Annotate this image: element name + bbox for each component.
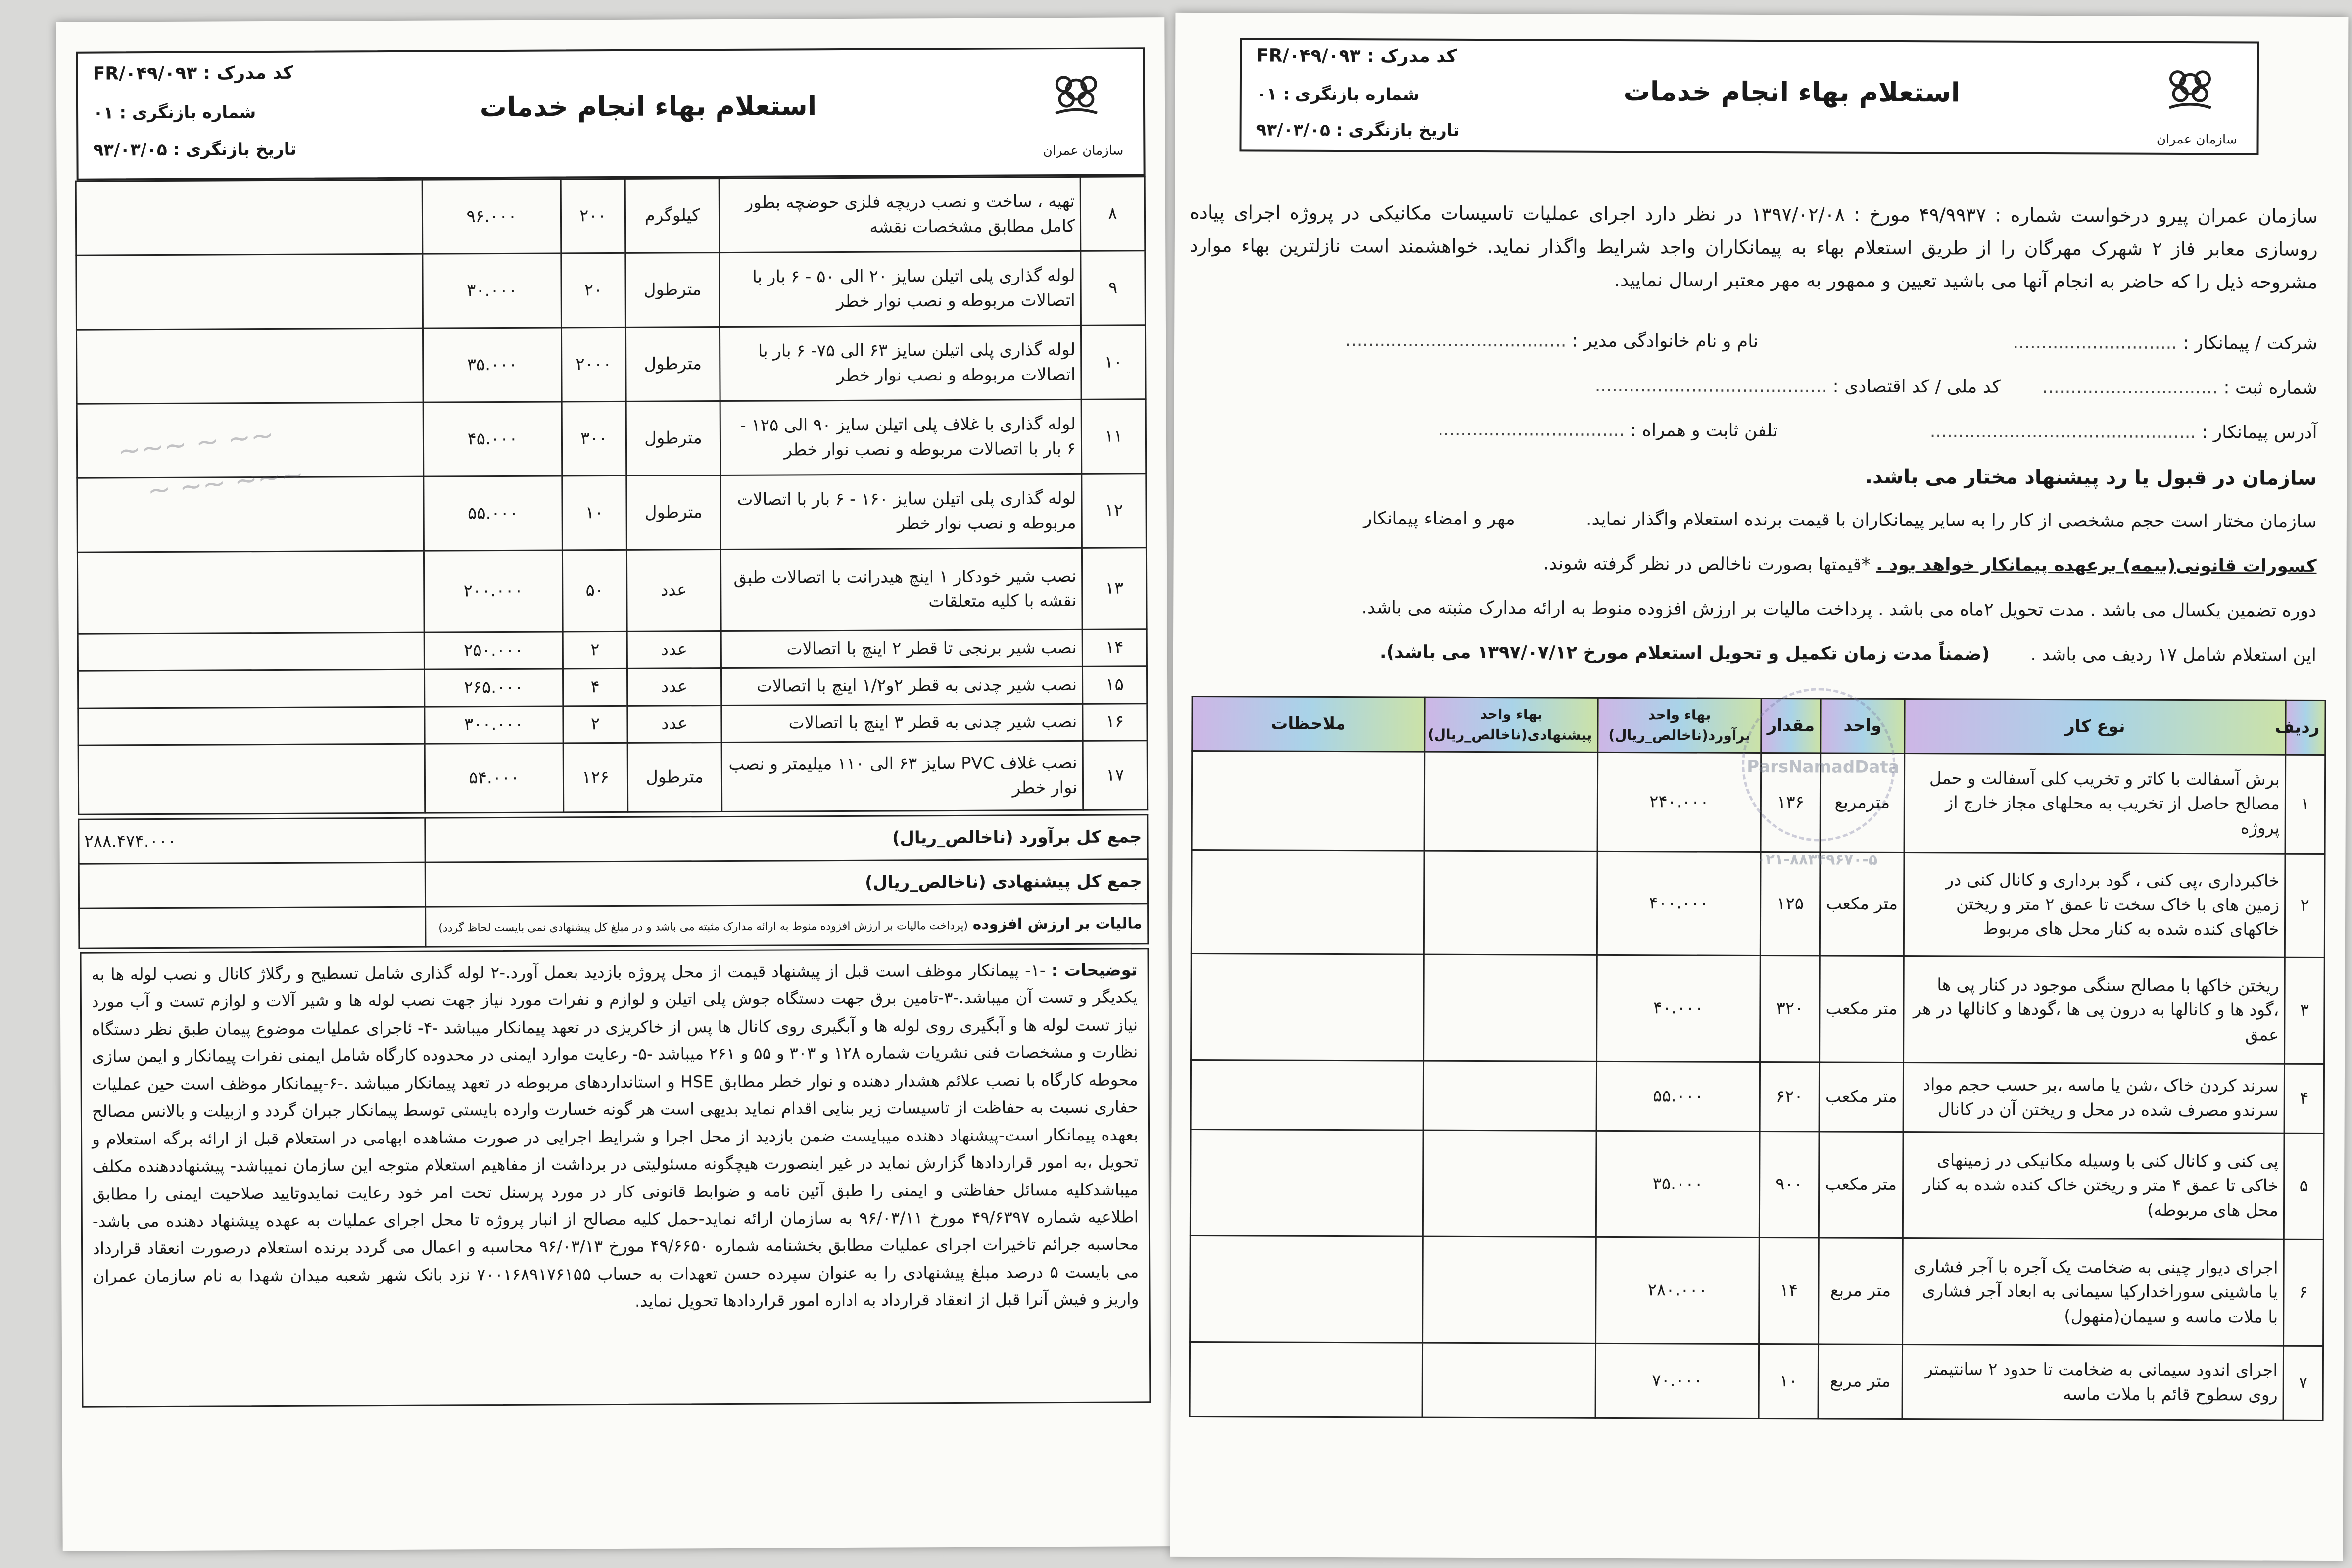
page-header (76, 47, 1146, 180)
item-remarks[interactable] (1191, 850, 1424, 954)
revision-number: شماره بازنگری : ۰۱ (93, 102, 256, 123)
company-label: شرکت / پیمانکار : (2183, 333, 2318, 354)
registration-label: شماره ثبت : (2223, 378, 2317, 398)
vat-note: (پرداخت مالیات بر ارزش افزوده منوط به ارائه مدارک مثبته می باشد و در مبلغ کل پیشنهادی نمی بایست لحاظ گردد) (438, 919, 968, 935)
item-estimate-price: ۵۵.۰۰۰ (1596, 1061, 1760, 1131)
item-estimate-price: ۵۵.۰۰۰ (424, 476, 563, 551)
table-row (76, 177, 1145, 255)
item-offer-price[interactable] (1422, 1343, 1596, 1418)
item-quantity: ۹۰۰ (1759, 1132, 1819, 1238)
row-number: ۳ (2285, 957, 2325, 1064)
item-description: لوله گذاری با غلاف پلی اتیلن سایز ۹۰ الی ۱۲۵ - ۶ بار با اتصالات مربوطه و نصب نوار خطر (720, 399, 1082, 475)
item-quantity: ۱۳۶ (1761, 753, 1821, 852)
item-unit: مترطول (627, 743, 722, 812)
deadline-note: (ضمناً مدت زمان تکمیل و تحویل استعلام مورخ ۱۳۹۷/۰۷/۱۲ می باشد). (1379, 642, 1990, 665)
total-offer-value[interactable] (79, 862, 425, 908)
form-title: استعلام بهاء انجام خدمات (1623, 76, 1961, 108)
row-number: ۶ (2284, 1239, 2324, 1346)
row-number: ۱۰ (1081, 325, 1146, 400)
table-row (78, 704, 1147, 745)
item-description: برش آسفالت با کاتر و تخریب کلی آسفالت و حمل مصالح حاصل از تخریب به محلهای مجاز خارج از پروژه (1904, 754, 2286, 854)
row-number: ۱۲ (1082, 474, 1147, 548)
contractor-seal: مهر و امضاء پیمانکار (1363, 508, 1515, 529)
item-unit: مترطول (625, 327, 720, 402)
revision-date: تاریخ بازنگری : ۹۳/۰۳/۰۵ (93, 139, 297, 160)
item-estimate-price: ۳۰۰.۰۰۰ (425, 706, 563, 744)
phone-label: تلفن ثابت و همراه : (1630, 420, 1778, 441)
item-offer-price[interactable] (1424, 752, 1598, 851)
item-description: پی کنی و کانال کنی با وسیله مکانیکی در زمینهای خاکی تا عمق ۴ متر و ریختن خاک کنده شده به کنار محل های مربوطه) (1903, 1132, 2284, 1240)
row-number: ۱۵ (1082, 666, 1147, 704)
item-unit: مترطول (625, 253, 720, 328)
item-offer-price[interactable] (1423, 1130, 1596, 1237)
item-estimate-price: ۴۰۰.۰۰۰ (1597, 851, 1761, 955)
address-label: آدرس پیمانکار : (2202, 422, 2317, 443)
item-unit: متر مربع (1819, 1238, 1903, 1345)
table-row (1190, 1342, 2323, 1420)
faint-handwriting-2: ~~~ ~~ ~ (145, 458, 306, 508)
item-estimate-price: ۲۰۰.۰۰۰ (424, 550, 563, 632)
notes-title: توضیحات : (1051, 960, 1138, 980)
table-row (76, 251, 1146, 330)
registration-field: شماره ثبت : ............................... (2042, 377, 2317, 398)
notes-section (80, 948, 1151, 1407)
item-description: اجرای اندود سیمانی به ضخامت تا حدود ۲ سانتیمتر روی سطوح قائم با ملات ماسه (1902, 1345, 2284, 1421)
row-number: ۹ (1081, 251, 1146, 326)
item-quantity: ۱۲۵ (1760, 852, 1820, 956)
faint-handwriting: ~~ ~ ~~~ (116, 419, 276, 468)
item-quantity: ۲۰ (561, 253, 626, 328)
item-unit: عدد (627, 706, 721, 743)
item-quantity: ۱۰ (562, 475, 627, 550)
item-quantity: ۲ (563, 631, 627, 669)
total-offer-label: جمع کل پیشنهادی (ناخالص_ریال) (425, 859, 1148, 907)
deductions-bold: کسورات قانونی(بیمه) برعهده پیمانکار خواهد بود . (1875, 554, 2317, 576)
item-remarks[interactable] (1190, 1235, 1423, 1343)
item-quantity: ۱۴ (1759, 1238, 1819, 1344)
row-number: ۲ (2285, 854, 2325, 957)
warranty-note: دوره تضمین یکسال می باشد . مدت تحویل ۲ماه می باشد . پرداخت مالیات بر ارزش افزوده منوط به ارائه مدارک مثبته می باشد. (1361, 597, 2317, 621)
item-quantity: ۳۲۰ (1760, 956, 1820, 1062)
item-quantity: ۱۰ (1759, 1344, 1819, 1419)
item-description: سرند کردن خاک ،شن یا ماسه ،بر حسب حجم مواد سرندو مصرف شده در محل و ریختن آن در کانال (1903, 1063, 2284, 1134)
watermark-phone: ۰۲۱-۸۸۳۴۹۶۷۰-۵ (1756, 851, 1878, 869)
item-offer-price[interactable] (1423, 1236, 1596, 1343)
page-header (1239, 38, 2259, 155)
table-row (1190, 1129, 2324, 1239)
item-quantity: ۱۲۶ (563, 743, 628, 812)
item-quantity: ۴ (563, 668, 627, 706)
table-row (78, 629, 1147, 671)
item-quantity: ۶۲۰ (1760, 1062, 1819, 1132)
item-description: نصب شیر برنجی تا قطر ۲ اینچ با اتصالات (721, 629, 1082, 668)
item-description: نصب شیر چدنی به قطر ۳ اینچ با اتصالات (721, 704, 1083, 742)
intro-paragraph: سازمان عمران پیرو درخواست شماره : ۴۹/۹۹۳۷ مورخ : ۱۳۹۷/۰۲/۰۸ در نظر دارد اجرای عملیات تاسیسات مکانیکی در پروژه اجرای پیاده روسازی معابر فاز ۲ شهرک مهرگان را از طریق استعلام بهاء به پیمانکاران واجد شرایط واگذار نماید. خواهشمند است نازلترین بهاء موارد مشروحه ذیل را که حاضر به انجام آنها می باشید تعیین و ممهور به مهر معتبر ارسال نمایید. (1189, 201, 2318, 293)
item-remarks[interactable] (1190, 1342, 1423, 1417)
item-estimate-price: ۲۵۰.۰۰۰ (424, 632, 563, 669)
organization-logo-icon (1039, 63, 1114, 133)
item-description: اجرای دیوار چینی به ضخامت یک آجره با آجر فشاری یا ماشینی سوراخدارکیا سیمانی به ابعاد آجر فشاری با ملات ماسه و سیمان(منهول) (1903, 1238, 2284, 1346)
item-estimate-price: ۷۰.۰۰۰ (1595, 1343, 1759, 1418)
item-offer-price[interactable] (78, 632, 424, 671)
item-unit: عدد (626, 550, 721, 632)
table-row (77, 548, 1147, 634)
item-description: لوله گذاری پلی اتیلن سایز ۲۰ الی ۵۰ - ۶ بار با اتصالات مربوطه و نصب نوار خطر (720, 251, 1081, 327)
row-number: ۸ (1080, 177, 1145, 251)
item-unit: متر مکعب (1819, 1132, 1903, 1238)
item-description: لوله گذاری پلی اتیلن سایز ۱۶۰ - ۶ بار با اتصالات مربوطه و نصب نوار خطر (720, 474, 1082, 549)
item-remarks[interactable] (1191, 1060, 1423, 1130)
item-estimate-price: ۴۰.۰۰۰ (1597, 955, 1761, 1062)
total-estimate-value: ۲۸۸.۴۷۴.۰۰۰ (79, 818, 425, 864)
item-offer-price[interactable] (1423, 1061, 1596, 1131)
row-number: ۴ (2284, 1064, 2324, 1133)
item-offer-price[interactable] (76, 328, 423, 404)
col-remarks: ملاحظات (1192, 696, 1425, 752)
org-name: سازمان عمران (2156, 132, 2237, 147)
table-row (1190, 1235, 2324, 1346)
page-two (56, 17, 1171, 1551)
national-code-field: کد ملی / کد اقتصادی : ......................................... (1594, 375, 2001, 397)
deductions-rest: *قیمتها بصورت ناخالص در نظر گرفته شوند. (1543, 553, 1871, 575)
item-quantity: ۳۰۰ (562, 401, 626, 476)
vat-value[interactable] (79, 907, 426, 948)
row-number: ۱۴ (1082, 629, 1147, 667)
item-quantity: ۲۰۰ (561, 179, 625, 253)
item-description: نصب شیر چدنی به قطر ۲و۱/۲ اینچ با اتصالات (721, 666, 1082, 705)
item-remarks[interactable] (1191, 953, 1424, 1061)
organization-logo-icon (2153, 58, 2227, 128)
item-quantity: ۲۰۰۰ (561, 327, 626, 402)
manager-label: نام و نام خانوادگی مدیر : (1572, 331, 1759, 352)
org-name: سازمان عمران (1043, 143, 1124, 159)
item-estimate-price: ۳۵.۰۰۰ (1596, 1131, 1760, 1237)
item-estimate-price: ۲۴۰.۰۰۰ (1597, 752, 1761, 852)
item-description: خاکبرداری ،پی کنی ، گود برداری و کانال کنی در زمین های با خاک سخت تا عمق ۲ متر و ریختن خاکهای کنده شده به کنار محل های مربوط (1904, 853, 2285, 958)
item-unit: مترطول (626, 401, 720, 476)
item-offer-price[interactable] (78, 707, 425, 745)
totals-table (78, 814, 1149, 949)
notes-text: -۱- پیمانکار موظف است قبل از پیشنهاد قیمت از محل پروژه بازدید بعمل آورد.-۲ لوله گذاری شامل تسطیح و رگلاژ کانال و نصب لوله ها به یکدیگر و تست آن میباشد.-۳-تامین برق جهت دستگاه جوش پلی اتیلن و لوازم و نفرات مورد نیاز جهت نصب لوله ها و شیر آلات و لوازم تست و آب مورد نیاز تست لوله ها و آبگیری روی لوله ها و آبگیری روی کانال ها پس از خاکریزی در تعهد پیمانکار میباشد -۴- ئاجرای عملیات موضوع پیمان طبق نظر دستگاه نظارت و مشخصات فنی نشریات شماره ۱۲۸ و ۳۰۳ و ۵۵ و ۲۶۱ میباشد -۵- رعایت موارد ایمنی در محدوده کارگاه شامل ایمنی نفرات پیمانکار و ایمن سازی محوطه کارگاه با نصب علائم هشدار دهنده و نوار خطر مطابق HSE و استانداردهای مربوطه در تعهد پیمانکار میباشد .-۶-پیمانکار موظف است حین عملیات حفاری نسبت به حفاظت از تاسیسات زیر بنایی اقدام نماید بدیهی است هر گونه خسارت وارده بایستی توسط پیمانکار جبران گردد و ازبیلت و بالانس مصالح بعهده پیمانکار است-پیشنهاد دهنده میبایست ضمن بازدید از محل اجرا و شرایط اجرایی در صورت مشاهده ابهامی در استعلام قبل از ارائه برگه استعلام و تحویل ،به امور قراردادها گزارش نماید در غیر اینصورت هیچگونه مسئولیتی در برداشت از مفاهیم استعلام متوجه این سازمان نمیباشد- پیشنهاددهنده مکلف میباشدکلیه مسائل حفاظتی و ایمنی را طبق آئین نامه و ضوابط قانونی کار در مورد پرسنل تحت امر خود رعایت نمایدوتایید صلاحیت ایمنی را مطابق اطلاعیه شماره ۴۹/۶۳۹۷ مورخ ۹۶/۰۳/۱۱ به سازمان ارائه نماید-حمل کلیه مصالح از انبار پروژه تا محل اجرای عملیات به عهده پیشنهاد دهنده می باشد- محاسبه جرائم تاخیرات اجرای عملیات مطابق بخشنامه شماره ۴۹/۶۶۵۰ مورخ ۹۶/۰۳/۱۳ محاسبه و اعمال می گردد برنده استعلام درصورت انعقاد قرارداد می بایست ۵ درصد مبلغ پیشنهادی را به عنوان سپرده حسن تعهدات به حساب ۷۰۰۱۶۸۹۱۷۶۱۵۵ نزد بانک شهر شعبه میدان شهدا به نام سازمان عمران واریز و فیش آنرا قبل از انعقاد قرارداد به اداره امور قراردادها تحویل نماید. (91, 960, 1139, 1311)
item-offer-price[interactable] (77, 551, 424, 634)
reject-right-note: سازمان در قبول یا رد پیشنهاد مختار می باشد. (1865, 465, 2317, 490)
form-title: استعلام بهاء انجام خدمات (480, 90, 817, 123)
item-offer-price[interactable] (78, 744, 425, 814)
item-unit: مترطول (626, 475, 721, 550)
item-estimate-price: ۳۵.۰۰۰ (423, 328, 562, 402)
item-estimate-price: ۴۵.۰۰۰ (423, 402, 562, 476)
item-offer-price[interactable] (76, 180, 423, 255)
item-remarks[interactable] (1192, 751, 1425, 851)
item-estimate-price: ۹۶.۰۰۰ (422, 179, 561, 254)
row-number: ۱۱ (1081, 399, 1146, 474)
item-description: ریختن خاکها با مصالح سنگی موجود در کنار پی ها ،گود ها و کانالها به درون پی ها ،گودها و کانالها در هر عمق (1904, 956, 2285, 1064)
item-estimate-price: ۳۰.۰۰۰ (423, 253, 562, 328)
manager-field: نام و نام خانوادگی مدیر : ....................................... (1345, 330, 1759, 352)
row-number: ۱ (2285, 755, 2325, 854)
table-row (78, 741, 1148, 814)
table-row (1191, 953, 2325, 1064)
item-description: نصب شیر خودکار ۱ اینچ هیدرانت با اتصالات طبق نقشه با کلیه متعلقات (720, 548, 1082, 631)
col-row: ردیف (2286, 700, 2325, 755)
vat-row (426, 904, 1148, 947)
item-unit: متر مربع (1818, 1344, 1903, 1419)
revision-number: شماره بازنگری : ۰۱ (1256, 84, 1420, 105)
item-unit: کیلوگرم (625, 179, 720, 253)
item-description: نصب غلاف PVC سایز ۶۳ الی ۱۱۰ میلیمتر و نصب نوار خطر (721, 741, 1083, 811)
volume-note: سازمان مختار است حجم مشخصی از کار را به سایر پیمانکاران با قیمت برنده استعلام واگذار نماید. (1585, 509, 2317, 532)
row-number: ۱۶ (1083, 704, 1147, 741)
address-field: آدرس پیمانکار : ............................................... (1929, 421, 2317, 443)
item-estimate-price: ۵۴.۰۰۰ (425, 743, 564, 813)
row-number: ۷ (2283, 1346, 2323, 1420)
item-description: تهیه ، ساخت و نصب دریچه فلزی حوضچه بطور کامل مطابق مشخصات نقشه (719, 177, 1081, 252)
row-number: ۱۳ (1082, 548, 1147, 630)
item-estimate-price: ۲۶۵.۰۰۰ (424, 669, 563, 707)
col-offer-price: بهاء واحد پیشنهادی(ناخالص_ریال) (1425, 697, 1598, 752)
table-row (1191, 1060, 2324, 1133)
row-number: ۵ (2284, 1133, 2324, 1239)
table-row (78, 666, 1147, 708)
item-estimate-price: ۲۸۰.۰۰۰ (1596, 1237, 1760, 1344)
item-quantity: ۵۰ (562, 550, 627, 632)
item-unit: متر مکعب (1820, 852, 1904, 956)
document-code: کد مدرک : FR/۰۴۹/۰۹۳ (93, 62, 293, 84)
company-field: شرکت / پیمانکار : ............................. (2013, 332, 2318, 354)
item-unit: مترمربع (1820, 753, 1905, 853)
page-one (1170, 13, 2349, 1561)
table-row (76, 325, 1146, 404)
vat-label: مالیات بر ارزش افزوده (972, 915, 1143, 933)
item-offer-price[interactable] (1424, 954, 1597, 1061)
phone-field: تلفن ثابت و همراه : ................................. (1438, 419, 1778, 441)
item-remarks[interactable] (1190, 1129, 1423, 1236)
item-offer-price[interactable] (76, 254, 423, 330)
item-offer-price[interactable] (1424, 851, 1597, 955)
item-description: لوله گذاری پلی اتیلن سایز ۶۳ الی ۷۵- ۶ بار با اتصالات مربوطه و نصب نوار خطر (720, 325, 1081, 401)
row-number: ۱۷ (1083, 741, 1148, 810)
item-offer-price[interactable] (78, 669, 424, 708)
col-estimate-price: بهاء واحد برآورد(ناخالص_ریال) (1598, 698, 1761, 753)
watermark-site: ParsNamadData (1747, 757, 1900, 777)
total-estimate-label: جمع کل برآورد (ناخالص_ریال) (425, 815, 1148, 862)
col-description: نوع کار (1905, 699, 2286, 755)
item-unit: عدد (627, 668, 721, 706)
rows-count-note: این استعلام شامل ۱۷ ردیف می باشد . (2030, 644, 2317, 665)
document-code: کد مدرک : FR/۰۴۹/۰۹۳ (1256, 46, 1457, 67)
item-quantity: ۲ (563, 706, 627, 743)
col-unit: واحد (1821, 699, 1905, 754)
col-quantity: مقدار (1761, 699, 1821, 753)
national-code-label: کد ملی / کد اقتصادی : (1832, 376, 2001, 397)
deductions-note (1543, 553, 2317, 576)
item-unit: متر مکعب (1820, 956, 1904, 1063)
item-unit: متر مکعب (1819, 1062, 1903, 1132)
revision-date: تاریخ بازنگری : ۹۳/۰۳/۰۵ (1256, 120, 1460, 141)
item-unit: عدد (627, 631, 721, 669)
